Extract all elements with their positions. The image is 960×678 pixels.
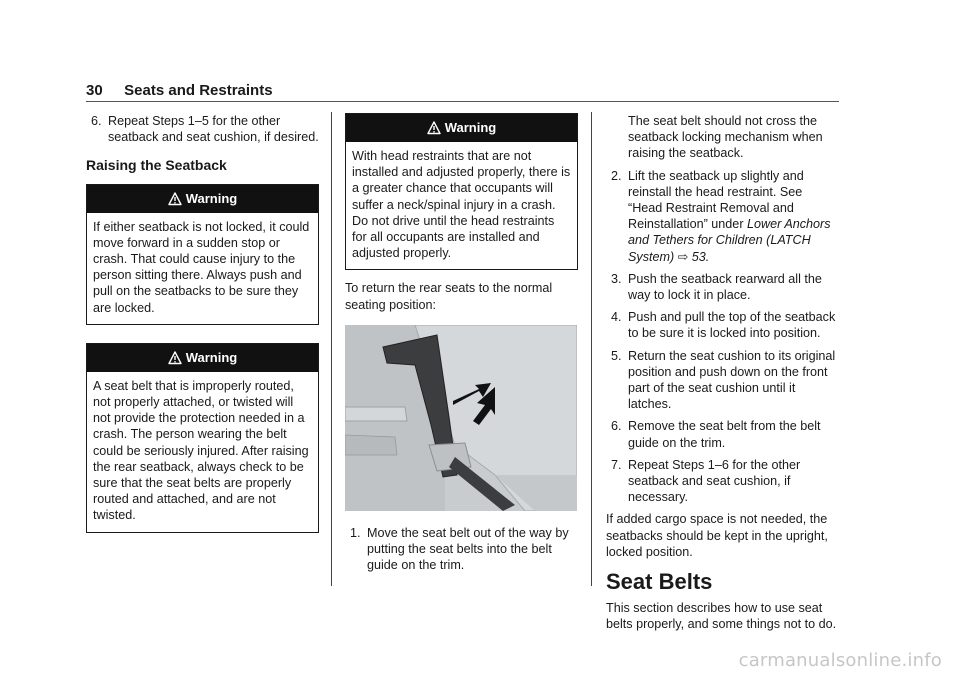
step-text: Repeat Steps 1–6 for the other seatback and seat cushion, if necessary. [628, 457, 801, 505]
warning-box [86, 343, 319, 533]
warning-box [345, 113, 578, 270]
step-text: The seat belt should not cross the seatback locking mechanism when raising the seatback. [628, 114, 823, 161]
column-divider [591, 112, 592, 586]
warning-title: Warning [185, 190, 238, 206]
section-title: Seats and Restraints [124, 82, 273, 99]
section-heading: Seat Belts [606, 569, 713, 595]
latch-reference: Lower Anchors and Tethers for Children (LATCH System) [628, 217, 831, 264]
page-ref-link[interactable]: 53. [691, 249, 710, 264]
step-number: 7. [611, 457, 622, 472]
step-number: 5. [611, 348, 622, 363]
warning-body: With head restraints that are not installed and adjusted properly, there is a greater chance that occupants will suffer a neck/spinal injury in a crash. Do not drive until the head restraints for all occupants are installed and adjusted properly. [352, 149, 571, 261]
step-text: Return the seat cushion to its original position and push down on the front part of the seat cushion until it latches. [628, 348, 836, 412]
column-2 [345, 113, 578, 579]
step-item [86, 113, 319, 145]
step-item [606, 271, 840, 303]
step-text: Push and pull the top of the seatback to be sure it is locked into position. [628, 310, 836, 341]
step-item [606, 457, 840, 506]
step-continuation [606, 113, 840, 162]
step-text: Push the seatback rearward all the way to lock it in place. [628, 271, 822, 303]
step-text: Lift the seatback up slightly and reinstall the head restraint. See “Head Restraint Removal and Reinstallation” under [628, 168, 804, 232]
warning-icon [168, 351, 182, 365]
subheading: Raising the Seatback [86, 157, 227, 174]
step-number: 2. [611, 168, 622, 183]
step-number: 4. [611, 310, 622, 325]
intro-paragraph: To return the rear seats to the normal seating position: [345, 281, 553, 312]
column-1 [86, 113, 319, 533]
step-number: 3. [611, 271, 622, 286]
warning-bar [87, 185, 318, 213]
cargo-paragraph: If added cargo space is not needed, the seatbacks should be kept in the upright, locked position. [606, 512, 828, 559]
step-item [606, 168, 840, 265]
page-ref-arrow-icon: ⇨ [677, 249, 689, 264]
page-header [86, 82, 273, 99]
page-number: 30 [86, 82, 103, 99]
watermark: carmanualsonline.info [738, 650, 942, 671]
warning-title: Warning [444, 120, 497, 135]
section-intro: This section describes how to use seat belts properly, and some things not to do. [606, 601, 837, 632]
warning-body: A seat belt that is improperly routed, not properly attached, or twisted will not provide the protection needed in a crash. The person wearing the belt could be seriously injured. After raising the rear seatback, always check to be sure that the seat belts are properly routed and attached, and are not twisted. [93, 378, 309, 523]
step-number: 6. [91, 114, 102, 128]
step-text: Repeat Steps 1–5 for the other seatback and seat cushion, if desired. [108, 114, 319, 145]
warning-icon [427, 121, 441, 135]
illustration-graphic [345, 325, 577, 511]
step-text: Move the seat belt out of the way by putting the seat belts into the belt guide on the trim. [367, 525, 569, 573]
warning-box [86, 184, 319, 325]
column-3 [606, 113, 840, 641]
warning-body: If either seatback is not locked, it could move forward in a sudden stop or crash. That could cause injury to the person sitting there. Always push and pull on the seatbacks to be sure they are locked. [93, 219, 310, 315]
warning-bar [346, 114, 577, 142]
header-rule [86, 101, 839, 102]
step-item [345, 525, 578, 574]
step-item [606, 418, 840, 450]
seat-belt-guide-illustration [345, 325, 577, 511]
column-divider [331, 112, 332, 586]
step-item [606, 348, 840, 413]
step-number: 1. [350, 525, 361, 540]
step-text: Remove the seat belt from the belt guide on the trim. [628, 419, 821, 450]
step-item [606, 309, 840, 341]
warning-icon [168, 192, 182, 206]
warning-title: Warning [185, 349, 238, 365]
warning-bar [87, 344, 318, 372]
step-number: 6. [611, 419, 622, 434]
